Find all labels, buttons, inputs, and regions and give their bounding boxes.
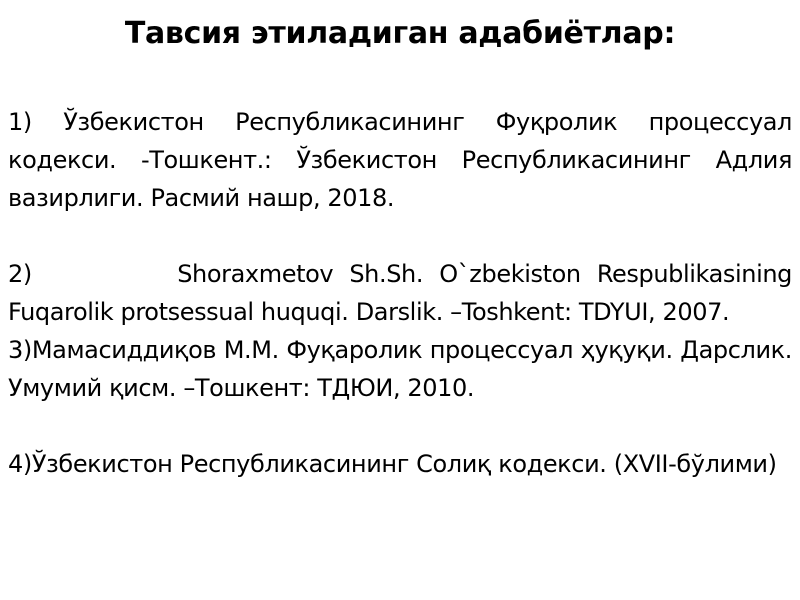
reference-item-4: 4)Ўзбекистон Республикасининг Солиқ кодекси. (XVII-бўлими) bbox=[8, 450, 777, 478]
spacer bbox=[8, 407, 792, 445]
reference-list bbox=[8, 103, 800, 483]
page-title: Тавсия этиладиган адабиётлар: bbox=[124, 16, 676, 51]
spacer bbox=[8, 217, 792, 255]
reference-item-1: 1) Ўзбекистон Республикасининг Фуқролик процессуал кодекси. -Тошкент.: Ўзбекистон Республикасининг Адлия вазирлиги. Расмий нашр, 2018. bbox=[8, 108, 792, 212]
reference-item-2: 2) Shoraxmetov Sh.Sh. O`zbekiston Respublikasining Fuqarolik protsessual huquqi. Darslik. –Toshkent: TDYUI, 2007. bbox=[8, 260, 800, 326]
reference-item-3: 3)Мамасиддиқов М.М. Фуқаролик процессуал ҳуқуқи. Дарслик. Умумий қисм. –Тошкент: ТДЮИ, 2010. bbox=[8, 336, 792, 402]
